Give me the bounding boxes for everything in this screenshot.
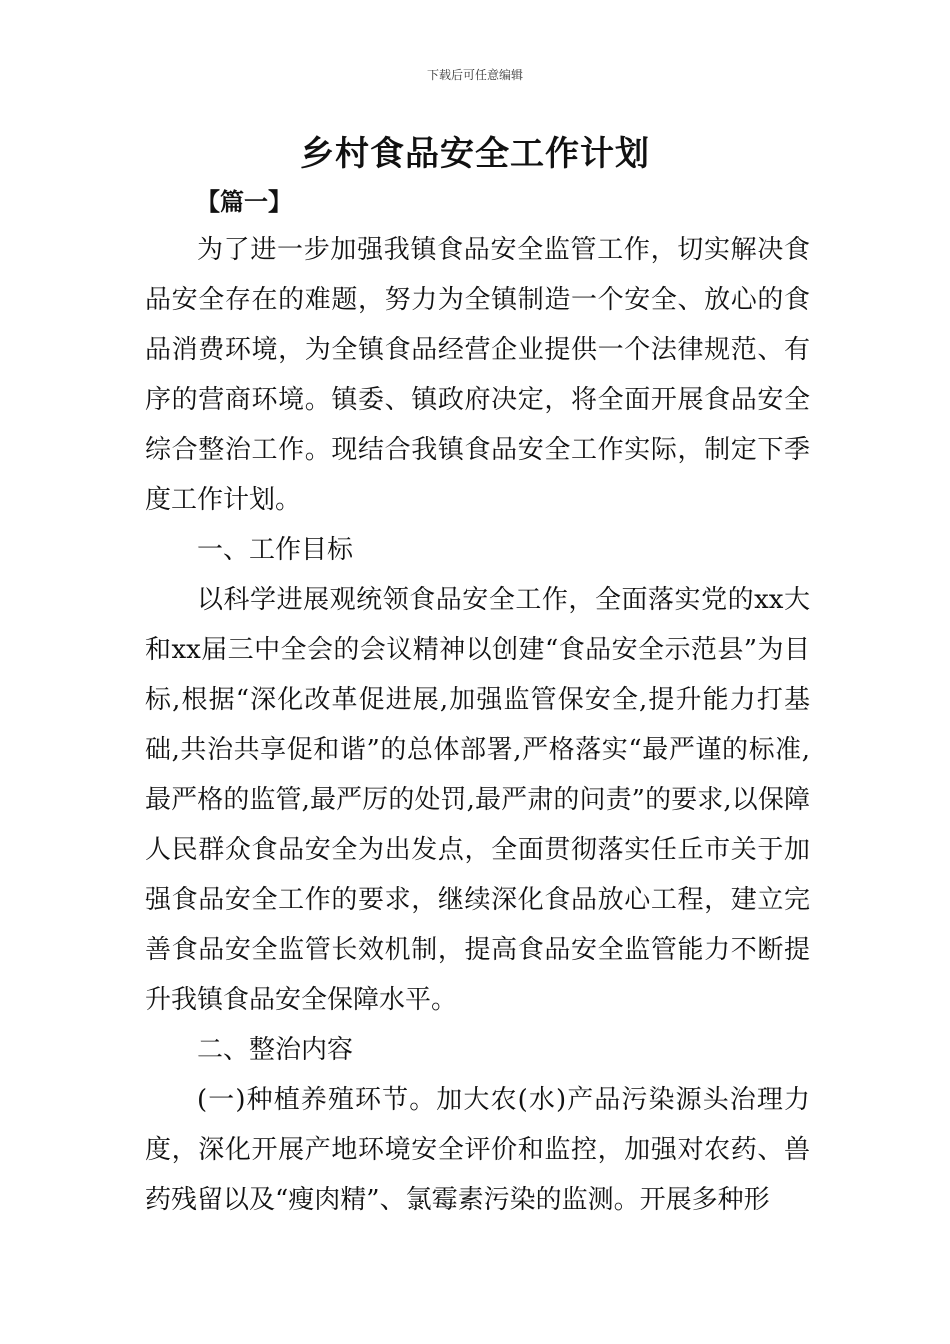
header-note: 下载后可任意编辑 bbox=[426, 68, 523, 82]
heading-rectification-content: 二、整治内容 bbox=[197, 1035, 354, 1065]
document-title: 乡村食品安全工作计划 bbox=[300, 134, 650, 174]
goal-paragraph: 以科学进展观统领食品安全工作，全面落实党的xx大和xx届三中全会的会议精神以创建“食品安全示范县”为目标,根据“深化改革促进展,加强监管保安全,提升能力打基础,共治共享促和谐”的总体部署,严格落实“最严谨的标准,最严格的监管,最严厉的处罚,最严肃的问责”的要求,以保障人民群众食品安全为出发点，全面贯彻落实任丘市关于加强食品安全工作的要求，继续深化食品放心工程，建立完善食品安全监管长效机制，提高食品安全监管能力不断提升我镇食品安全保障水平。 bbox=[145, 585, 810, 1015]
content-paragraph-1: (一)种植养殖环节。加大农(水)产品污染源头治理力度，深化开展产地环境安全评价和监控，加强对农药、兽药残留以及“瘦肉精”、氯霉素污染的监测。开展多种形 bbox=[145, 1085, 810, 1215]
heading-work-goal: 一、工作目标 bbox=[197, 535, 354, 565]
section-label: 【篇一】 bbox=[196, 187, 292, 216]
intro-paragraph: 为了进一步加强我镇食品安全监管工作，切实解决食品安全存在的难题，努力为全镇制造一个安全、放心的食品消费环境，为全镇食品经营企业提供一个法律规范、有序的营商环境。镇委、镇政府决定，将全面开展食品安全综合整治工作。现结合我镇食品安全工作实际，制定下季度工作计划。 bbox=[145, 235, 810, 515]
